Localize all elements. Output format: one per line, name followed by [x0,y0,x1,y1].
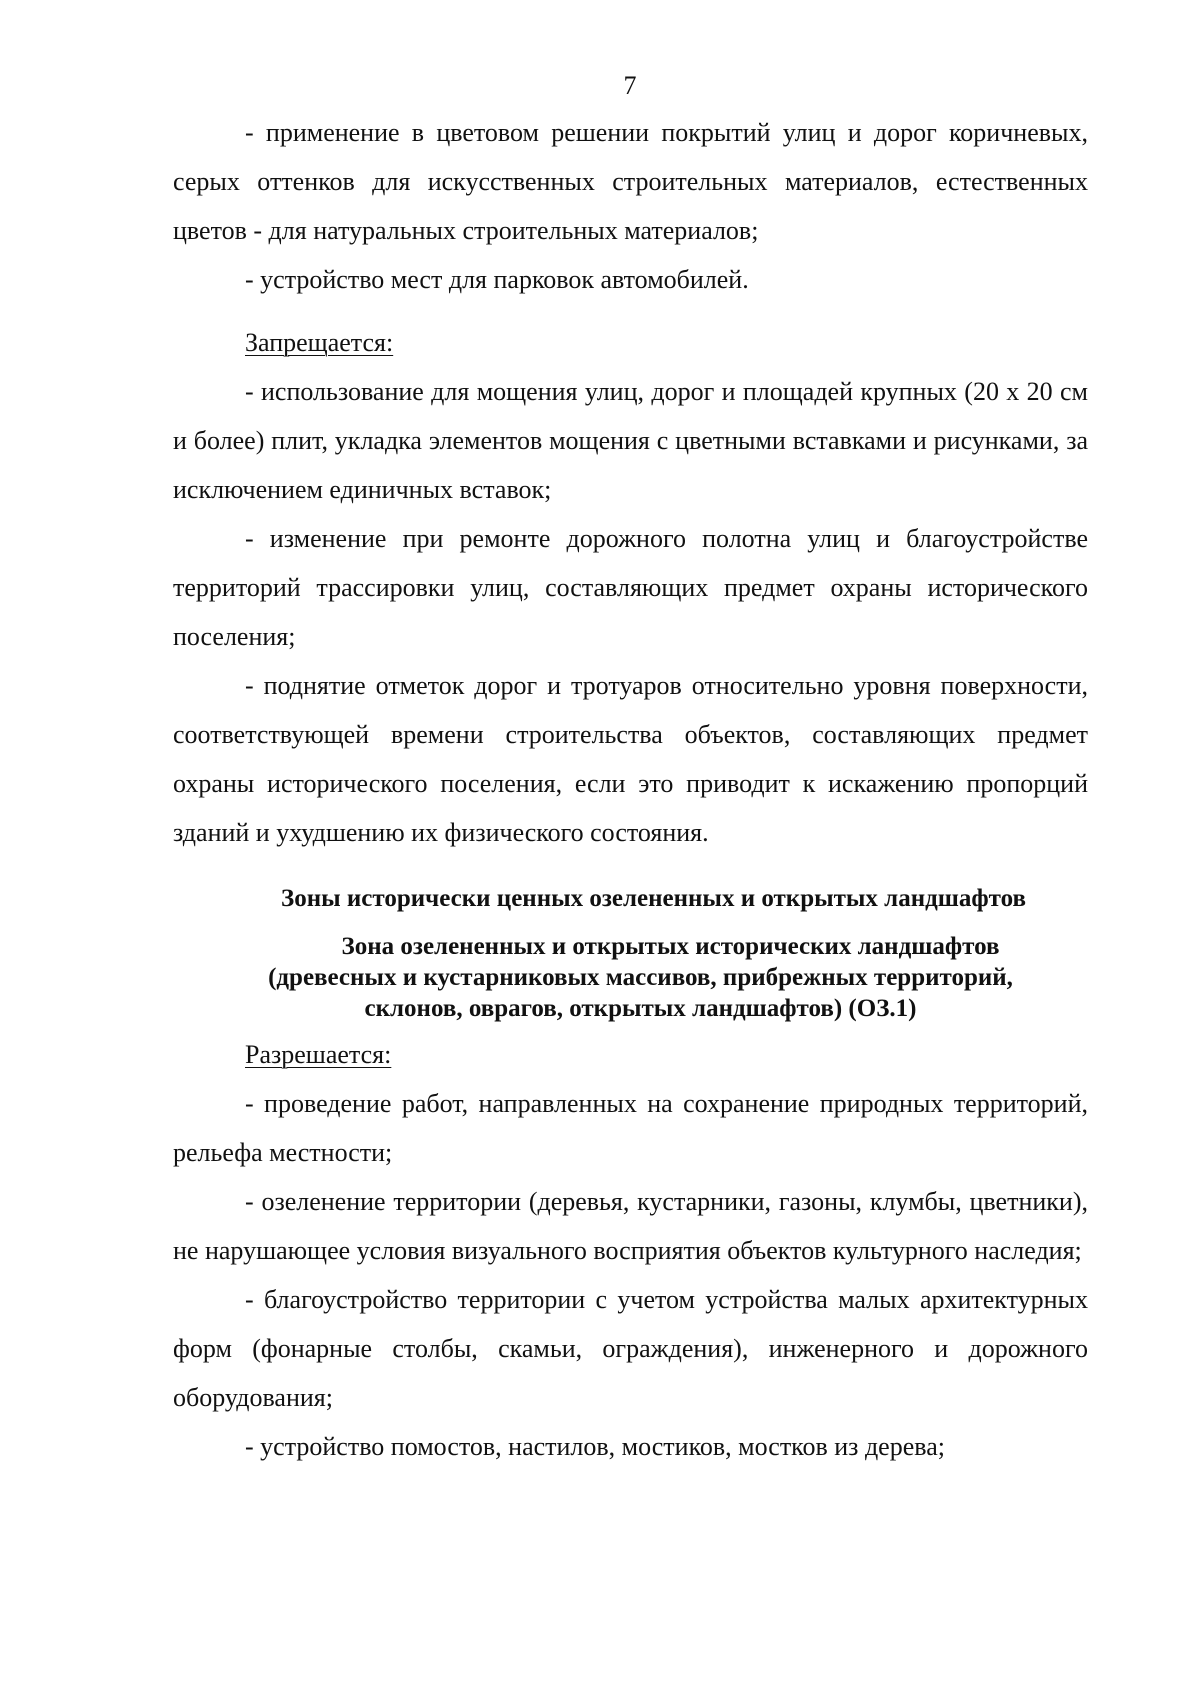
allowed-item-preservation: - проведение работ, направленных на сохранение природных территорий, рельефа местности; [173,1089,1088,1167]
prohibited-item-road-level: - поднятие отметок дорог и тротуаров относительно уровня поверхности, соответствующей времени строительства объектов, составляющих предмет охраны исторического поселения, если это приводит к искажению пропорций зданий и ухудшению их физического состояния. [173,671,1088,847]
prohibited-item-paving: - использование для мощения улиц, дорог и площадей крупных (20 х 20 см и более) плит, укладка элементов мощения с цветными вставками и рисунками, за исключением единичных вставок; [173,377,1088,504]
zone-heading [173,931,1088,1024]
allowed-label [173,1030,1088,1079]
allowed-label-text: Разрешается: [245,1040,392,1069]
zone-heading-line-1: Зона озелененных и открытых исторических ландшафтов [341,933,1000,960]
paragraph-color-scheme: - применение в цветовом решении покрытий улиц и дорог коричневых, серых оттенков для искусственных строительных материалов, естественных цветов - для натуральных строительных материалов; [173,118,1088,245]
document-body [173,108,1088,1471]
prohibited-label [173,318,1088,367]
allowed-item-decking: - устройство помостов, настилов, мостиков, мостков из дерева; [245,1432,945,1461]
allowed-item-improvement: - благоустройство территории с учетом устройства малых архитектурных форм (фонарные столбы, скамьи, ограждения), инженерного и дорожного оборудования; [173,1285,1088,1412]
prohibited-item-street-tracing: - изменение при ремонте дорожного полотна улиц и благоустройстве территорий трассировки улиц, составляющих предмет охраны исторического поселения; [173,524,1088,651]
prohibited-label-text: Запрещается: [245,328,394,357]
page-number: 7 [623,71,637,100]
paragraph-parking: - устройство мест для парковок автомобилей. [245,265,749,294]
zone-heading-line-3: склонов, оврагов, открытых ландшафтов) (ОЗ.1) [364,995,917,1022]
section-heading: Зоны исторически ценных озелененных и открытых ландшафтов [281,885,1026,912]
zone-heading-line-2: (древесных и кустарниковых массивов, прибрежных территорий, [268,964,1013,991]
allowed-item-greening: - озеленение территории (деревья, кустарники, газоны, клумбы, цветники), не нарушающее условия визуального восприятия объектов культурного наследия; [173,1187,1088,1265]
